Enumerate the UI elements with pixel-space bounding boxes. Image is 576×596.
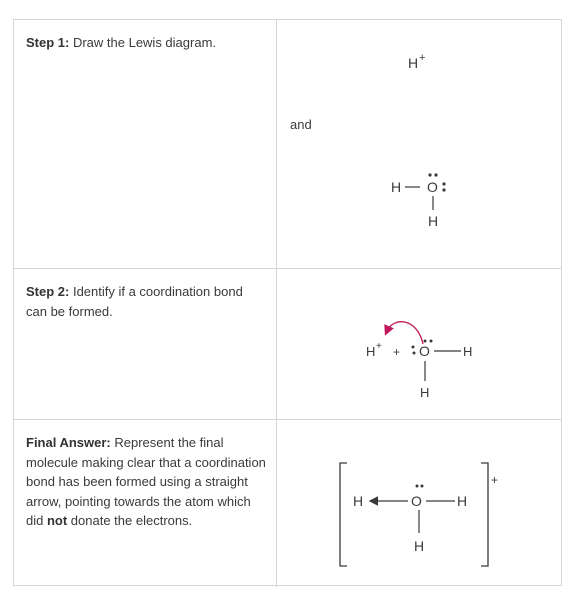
water-oxygen: O xyxy=(419,343,430,359)
electron-pair-arrow xyxy=(387,322,423,344)
right-bracket xyxy=(481,463,488,566)
lone-pair-dot xyxy=(421,485,424,488)
step2-diagram xyxy=(277,269,563,420)
lone-pair-dot xyxy=(442,188,445,191)
and-label: and xyxy=(290,117,312,132)
step2-instruction xyxy=(26,282,266,321)
final-label: Final Answer: xyxy=(26,435,111,450)
step1-diagram xyxy=(277,20,563,269)
lone-pair-dot xyxy=(442,182,445,185)
final-cell xyxy=(14,420,277,587)
left-bracket xyxy=(340,463,347,566)
ion-h-left: H xyxy=(353,493,364,509)
water-oxygen: O xyxy=(427,179,438,195)
step1-row xyxy=(14,20,561,269)
lone-pair-dot xyxy=(412,346,415,349)
step2-cell xyxy=(14,269,277,419)
step1-label: Step 1: xyxy=(26,35,70,50)
step1-instruction xyxy=(26,33,266,53)
water-h-bottom: H xyxy=(420,385,430,400)
hplus-charge: + xyxy=(419,52,426,64)
step2-row xyxy=(14,269,561,420)
lone-pair-dot xyxy=(416,485,419,488)
plus-sign: + xyxy=(393,345,401,359)
final-emphasis: not xyxy=(46,513,68,528)
final-text-after: donate the electrons. xyxy=(67,513,193,528)
lone-pair-dot xyxy=(434,173,437,176)
step1-diagram-cell xyxy=(277,20,561,268)
water-h-left: H xyxy=(391,179,402,195)
step2-diagram-cell xyxy=(277,269,561,419)
lone-pair-dot xyxy=(424,340,427,343)
ion-h-bottom: H xyxy=(414,538,425,554)
step1-text: Draw the Lewis diagram. xyxy=(69,35,217,50)
final-diagram xyxy=(277,420,563,587)
lone-pair-dot xyxy=(428,173,431,176)
ion-charge: + xyxy=(491,473,499,487)
ion-h-right: H xyxy=(457,493,468,509)
lone-pair-dot xyxy=(413,352,416,355)
hplus-atom: H xyxy=(366,344,376,359)
ion-oxygen: O xyxy=(411,493,422,509)
final-text-before: Represent the final molecule making clear that a coordination bond has been formed using a straight arrow, pointing towards the atom which did xyxy=(26,435,266,528)
step2-text: Identify if a coordination bond can be formed. xyxy=(26,284,243,319)
water-h-bottom: H xyxy=(428,213,439,229)
step2-label: Step 2: xyxy=(26,284,70,299)
steps-table xyxy=(13,19,562,586)
water-h-right: H xyxy=(463,344,473,359)
hplus-atom: H xyxy=(408,55,419,71)
hplus-charge: + xyxy=(376,341,382,352)
final-diagram-cell xyxy=(277,420,561,587)
final-row xyxy=(14,420,561,587)
step1-cell xyxy=(14,20,277,268)
final-instruction xyxy=(26,433,266,531)
lone-pair-dot xyxy=(430,340,433,343)
